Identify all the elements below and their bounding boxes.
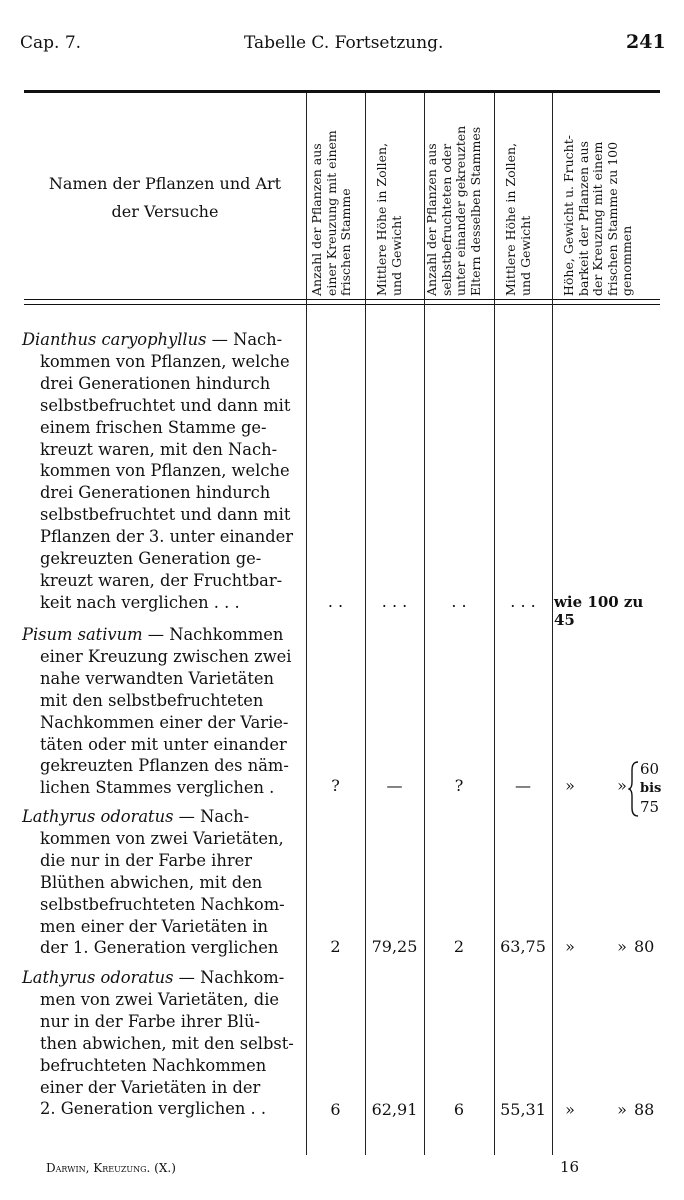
cell-value: 2: [453, 937, 465, 956]
desc-line: der 1. Generation verglichen: [40, 938, 279, 958]
desc-line: men von zwei Varietäten, die: [40, 989, 280, 1009]
cell-value: . .: [451, 592, 467, 611]
cell-value: . .: [327, 592, 344, 611]
header-line: Anzahl der Pflanzen aus: [424, 143, 439, 296]
header-line: genommen: [619, 225, 634, 296]
page-title: Tabelle C. Fortsetzung.: [244, 33, 444, 53]
table-row-description: [22, 806, 285, 959]
cell-value: 79,25: [371, 937, 418, 956]
species-name: Pisum sativum: [22, 625, 143, 644]
header-line: barkeit der Pflanzen aus: [575, 141, 591, 296]
header-rule-1: [24, 299, 660, 300]
desc-line: Pflanzen der 3. unter einander: [40, 527, 294, 547]
ditto-mark: »: [565, 776, 575, 795]
desc-line: täten oder mit unter einander: [40, 734, 287, 754]
desc-line: drei Generationen hindurch: [40, 373, 271, 393]
desc-line: Blüthen abwichen, mit den: [40, 872, 263, 892]
species-name: Dianthus caryophyllus: [22, 330, 207, 349]
species-name: Lathyrus odoratus: [22, 807, 174, 826]
desc-line: — Nachkommen: [142, 625, 284, 644]
desc-line: einer Kreuzung zwischen zwei: [40, 646, 292, 666]
desc-line: kommen von Pflanzen, welche: [40, 351, 290, 371]
desc-line: drei Generationen hindurch: [40, 483, 271, 503]
desc-line: selbstbefruchtet und dann mit: [40, 395, 291, 415]
name-header-line: Namen der Pflanzen und Art: [48, 174, 282, 193]
header-line: der Kreuzung mit einem: [590, 141, 605, 296]
chapter-label: Cap. 7.: [20, 33, 82, 53]
desc-line: Nachkommen einer der Varie-: [40, 712, 289, 732]
desc-line: gekreuzten Pflanzen des näm-: [40, 756, 289, 776]
cell-value: 6: [330, 1100, 341, 1119]
header-line: frischen Stamme: [338, 188, 353, 296]
page-number: 241: [626, 31, 666, 53]
header-line: Mittlere Höhe in Zollen,: [374, 142, 389, 296]
desc-line: nahe verwandten Varietäten: [40, 668, 275, 688]
header-line: frischen Stamme zu 100: [604, 141, 620, 296]
desc-line: die nur in der Farbe ihrer: [40, 850, 253, 870]
table-row-description: [22, 967, 294, 1120]
desc-line: then abwichen, mit den selbst-: [40, 1033, 294, 1053]
col4-header: [504, 143, 533, 296]
name-column-header: [24, 170, 306, 226]
species-name: Lathyrus odoratus: [22, 968, 174, 987]
ditto-mark: »: [565, 1100, 575, 1119]
ditto-mark: »: [617, 776, 627, 795]
desc-line: selbstbefruchteten Nachkom-: [40, 894, 285, 914]
column-separator: [306, 93, 307, 1155]
desc-line: keit nach verglichen . . .: [40, 592, 240, 612]
cell-value: wie 100 zu 45: [554, 593, 644, 629]
header-line: und Gewicht: [517, 215, 533, 296]
table-row-description: [22, 329, 293, 614]
cell-value: —: [515, 776, 531, 795]
header-rule-2: [24, 304, 660, 305]
col3-header: [425, 126, 483, 296]
col5-header: [562, 135, 635, 296]
desc-line: gekreuzten Generation ge-: [40, 549, 262, 569]
cell-value: 63,75: [500, 937, 546, 956]
desc-line: einem frischen Stamme ge-: [40, 417, 267, 437]
cell-value: ?: [454, 776, 464, 795]
desc-line: kommen von zwei Varietäten,: [40, 828, 284, 848]
desc-line: lichen Stammes verglichen .: [40, 778, 275, 798]
header-line: unter einander gekreuzten: [453, 125, 468, 296]
desc-line: mit den selbstbefruchteten: [40, 690, 264, 710]
header-line: selbstbefruchteten oder: [438, 143, 454, 296]
table-row-description: [22, 624, 291, 799]
footer-source: Darwin, Kreuzung. (X.): [46, 1161, 176, 1175]
header-line: Höhe, Gewicht u. Frucht-: [561, 135, 576, 296]
sheet-signature: 16: [560, 1158, 580, 1176]
range-value: [640, 760, 661, 817]
ditto-mark: »: [617, 937, 627, 956]
desc-line: 2. Generation verglichen . .: [40, 1099, 267, 1119]
header-line: und Gewicht: [388, 215, 404, 296]
col1-header: [310, 130, 354, 296]
desc-line: nur in der Farbe ihrer Blü-: [40, 1011, 260, 1031]
desc-line: men einer der Varietäten in: [40, 916, 269, 936]
cell-value: ?: [331, 776, 340, 795]
header-line: Anzahl der Pflanzen aus: [309, 143, 324, 296]
range-start: 60: [640, 760, 660, 778]
desc-line: kommen von Pflanzen, welche: [40, 461, 290, 481]
cell-value: 88: [634, 1100, 655, 1119]
cell-value: —: [386, 776, 403, 795]
brace-icon: [628, 760, 640, 818]
table-top-rule: [24, 90, 660, 93]
cell-value: . . .: [510, 592, 536, 611]
cell-value: 62,91: [371, 1100, 418, 1119]
range-connector: bis: [640, 781, 662, 796]
cell-value: 55,31: [500, 1100, 546, 1119]
ditto-mark: »: [565, 937, 575, 956]
ditto-mark: »: [617, 1100, 627, 1119]
desc-line: kreuzt waren, der Fruchtbar-: [40, 570, 283, 590]
cell-value: 2: [330, 937, 341, 956]
cell-value: 80: [634, 937, 655, 956]
desc-line: befruchteten Nachkommen: [40, 1055, 267, 1075]
col2-header: [375, 143, 404, 296]
desc-line: kreuzt waren, mit den Nach-: [40, 439, 278, 459]
header-line: einer Kreuzung mit einem: [323, 130, 339, 296]
desc-line: — Nach-: [173, 807, 250, 826]
column-separator: [552, 93, 553, 1155]
column-separator: [365, 93, 366, 1155]
cell-value: . . .: [381, 592, 408, 611]
range-end: 75: [640, 798, 660, 816]
desc-line: — Nach-: [206, 330, 283, 349]
desc-line: selbstbefruchtet und dann mit: [40, 505, 291, 525]
header-line: Mittlere Höhe in Zollen,: [503, 142, 518, 296]
cell-value: 6: [453, 1100, 465, 1119]
name-header-line: der Versuche: [111, 202, 219, 221]
header-line: Eltern desselben Stammes: [467, 126, 483, 296]
desc-line: einer der Varietäten in der: [40, 1077, 261, 1097]
desc-line: — Nachkom-: [173, 968, 285, 987]
column-separator: [494, 93, 495, 1155]
